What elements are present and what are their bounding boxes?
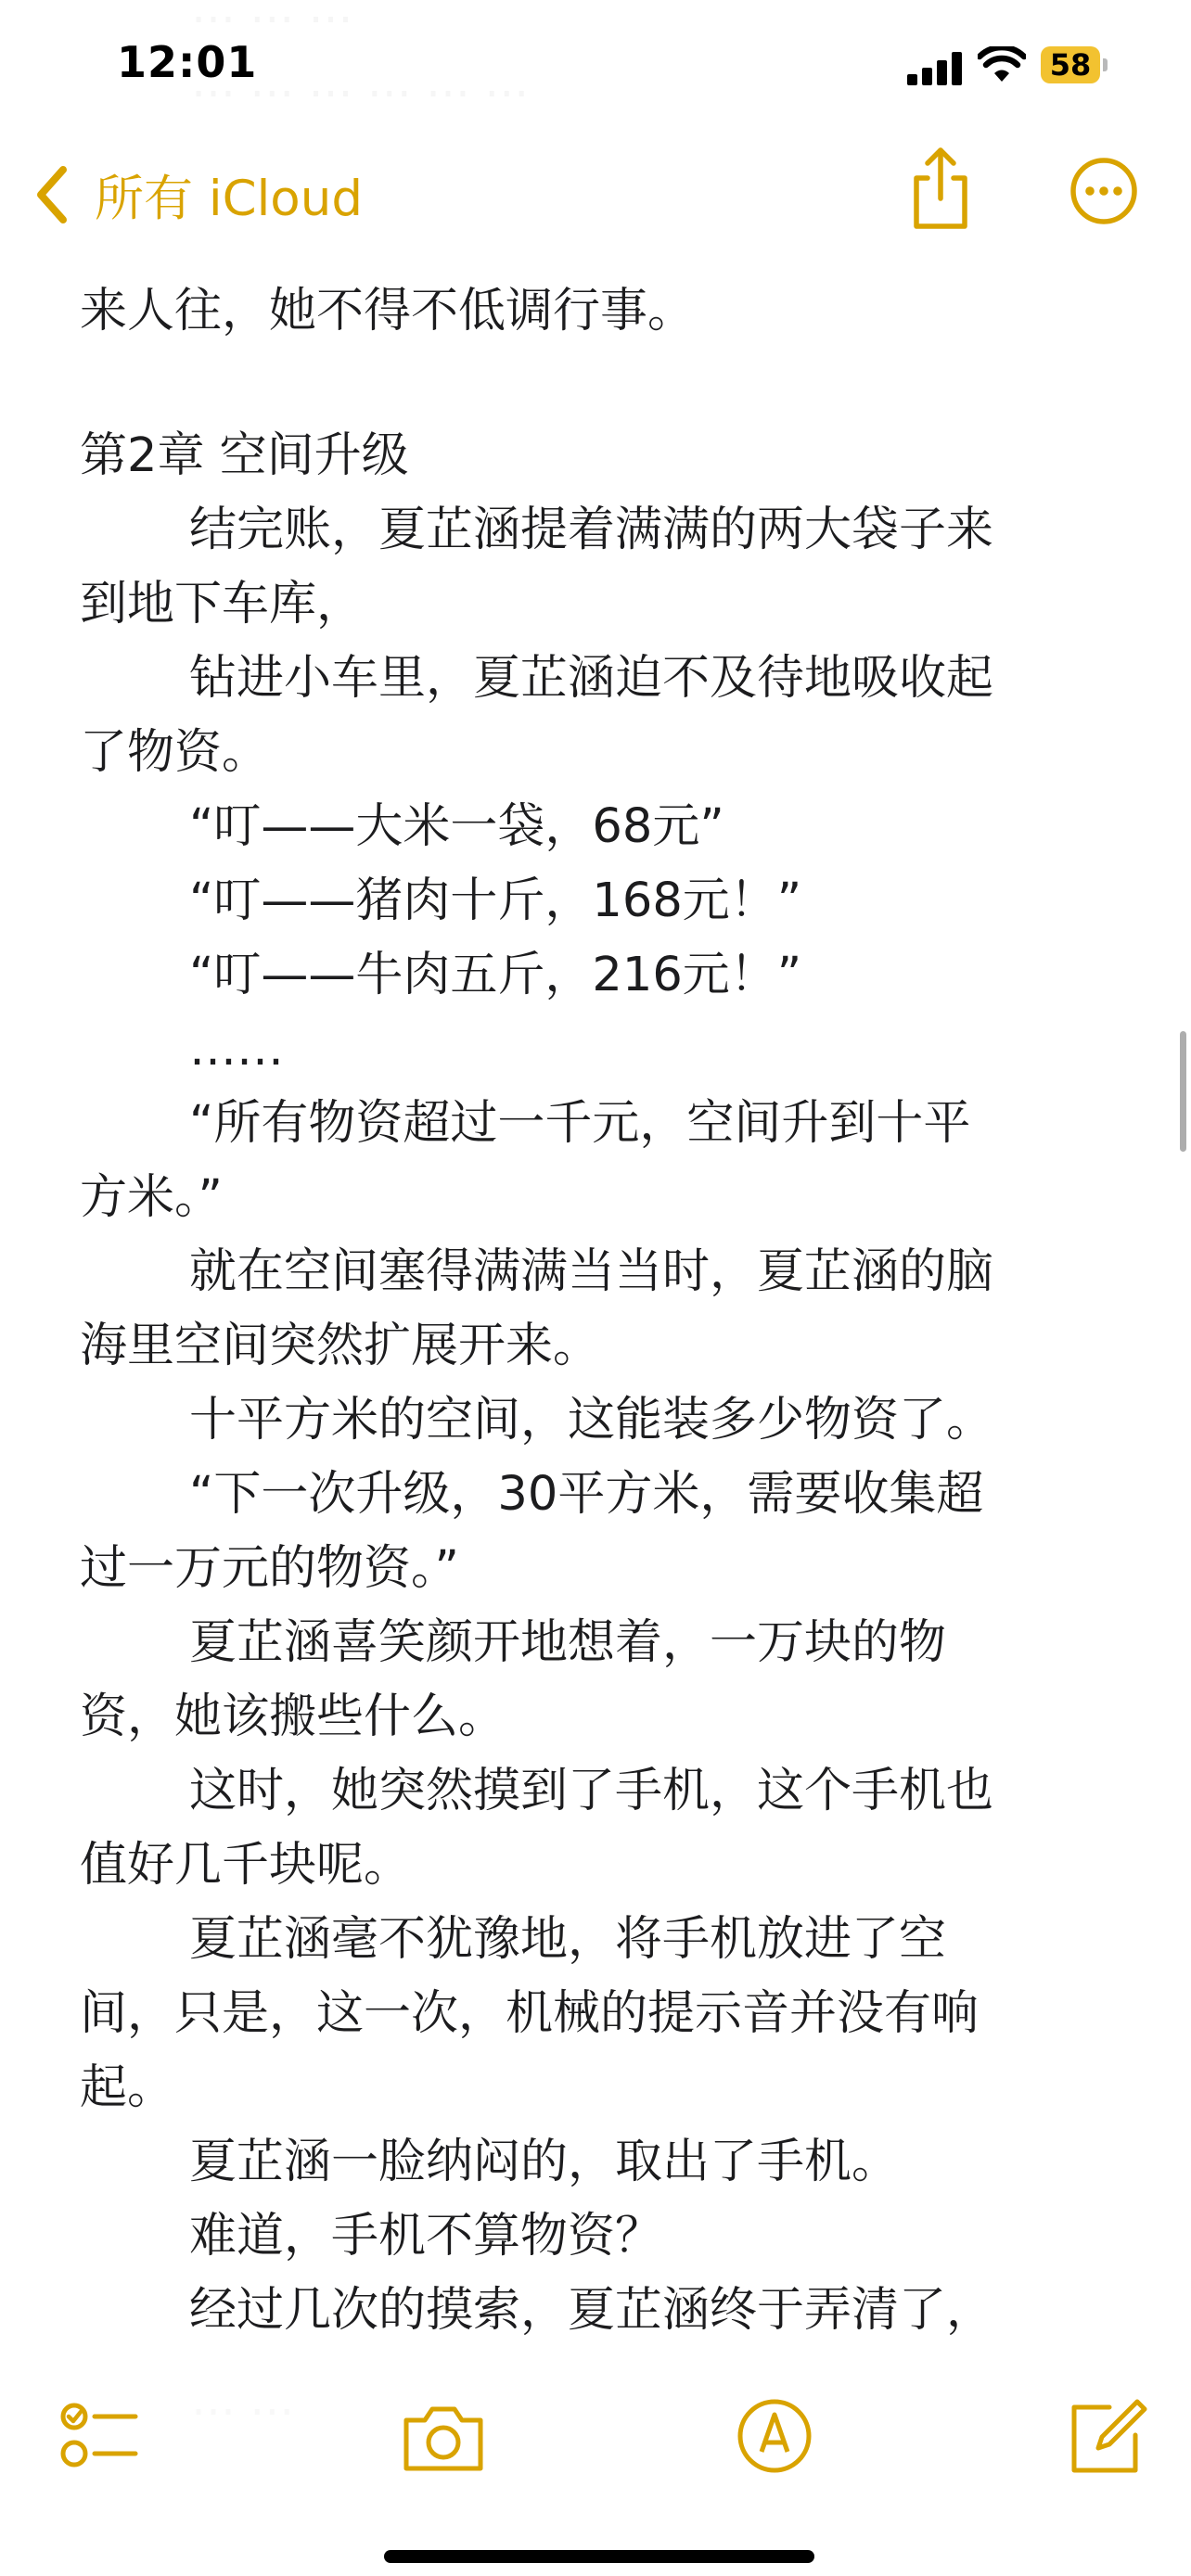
battery-percent: 58	[1049, 47, 1092, 83]
note-line: ……	[189, 1022, 284, 1077]
wifi-icon	[978, 46, 1026, 83]
note-line: 方米。”	[80, 1170, 223, 1225]
note-line: 夏芷涵喜笑颜开地想着，一万块的物	[189, 1615, 947, 1670]
note-line: “叮——大米一袋，68元”	[189, 799, 724, 854]
note-line: 钻进小车里，夏芷涵迫不及待地吸收起	[189, 651, 994, 706]
scroll-indicator[interactable]	[1180, 1031, 1186, 1152]
cellular-signal-icon	[907, 52, 963, 85]
note-line: 过一万元的物资。”	[80, 1541, 459, 1596]
note-line: 难道，手机不算物资？	[189, 2209, 663, 2264]
status-bar	[0, 0, 1191, 130]
note-line: 夏芷涵一脸纳闷的，取出了手机。	[189, 2135, 900, 2189]
note-line: “叮——牛肉五斤，216元！”	[189, 948, 802, 1002]
markup-pen-icon	[733, 2394, 816, 2478]
navigation-bar	[0, 130, 1191, 256]
note-line: 结完账，夏芷涵提着满满的两大袋子来	[189, 503, 994, 557]
ellipsis-circle-icon	[1069, 156, 1139, 226]
note-line: “叮——猪肉十斤，168元！”	[189, 874, 802, 928]
checklist-icon	[58, 2394, 141, 2478]
note-line: 十平方米的空间，这能装多少物资了。	[189, 1393, 994, 1447]
note-line: 到地下车库，	[80, 577, 365, 631]
markup-button[interactable]	[733, 2394, 816, 2478]
compose-button[interactable]	[1065, 2394, 1148, 2478]
battery-icon	[1041, 46, 1108, 83]
camera-icon	[399, 2394, 488, 2478]
home-indicator[interactable]	[384, 2550, 814, 2563]
share-icon	[905, 143, 976, 232]
note-line: 值好几千块呢。	[80, 1838, 412, 1893]
camera-button[interactable]	[399, 2394, 488, 2478]
back-button-label: 所有 iCloud	[95, 171, 363, 227]
more-button[interactable]	[1069, 156, 1139, 226]
note-line: 资，她该搬些什么。	[80, 1690, 506, 1744]
note-line: “下一次升级，30平方米，需要收集超	[189, 1467, 984, 1522]
chapter-heading: 第2章 空间升级	[80, 428, 409, 483]
bottom-toolbar	[0, 2355, 1191, 2576]
note-line: “所有物资超过一千元，空间升到十平	[189, 1096, 971, 1151]
note-line: 就在空间塞得满满当当时，夏芷涵的脑	[189, 1244, 994, 1299]
back-button[interactable]	[32, 158, 363, 232]
note-line: 经过几次的摸索，夏芷涵终于弄清了，	[189, 2283, 994, 2338]
checklist-button[interactable]	[58, 2394, 141, 2478]
note-line: 起。	[80, 2060, 175, 2115]
status-time: 12:01	[117, 37, 258, 87]
note-line: 海里空间突然扩展开来。	[80, 1319, 601, 1373]
note-line: 夏芷涵毫不犹豫地，将手机放进了空	[189, 1912, 947, 1967]
note-line: 间，只是，这一次，机械的提示音并没有响	[80, 1986, 980, 2041]
compose-icon	[1065, 2394, 1148, 2478]
share-button[interactable]	[905, 143, 976, 232]
chevron-left-icon	[32, 164, 72, 225]
note-line: 了物资。	[80, 725, 270, 780]
note-line: 这时，她突然摸到了手机，这个手机也	[189, 1764, 994, 1818]
note-line: 来人往，她不得不低调行事。	[80, 284, 696, 338]
